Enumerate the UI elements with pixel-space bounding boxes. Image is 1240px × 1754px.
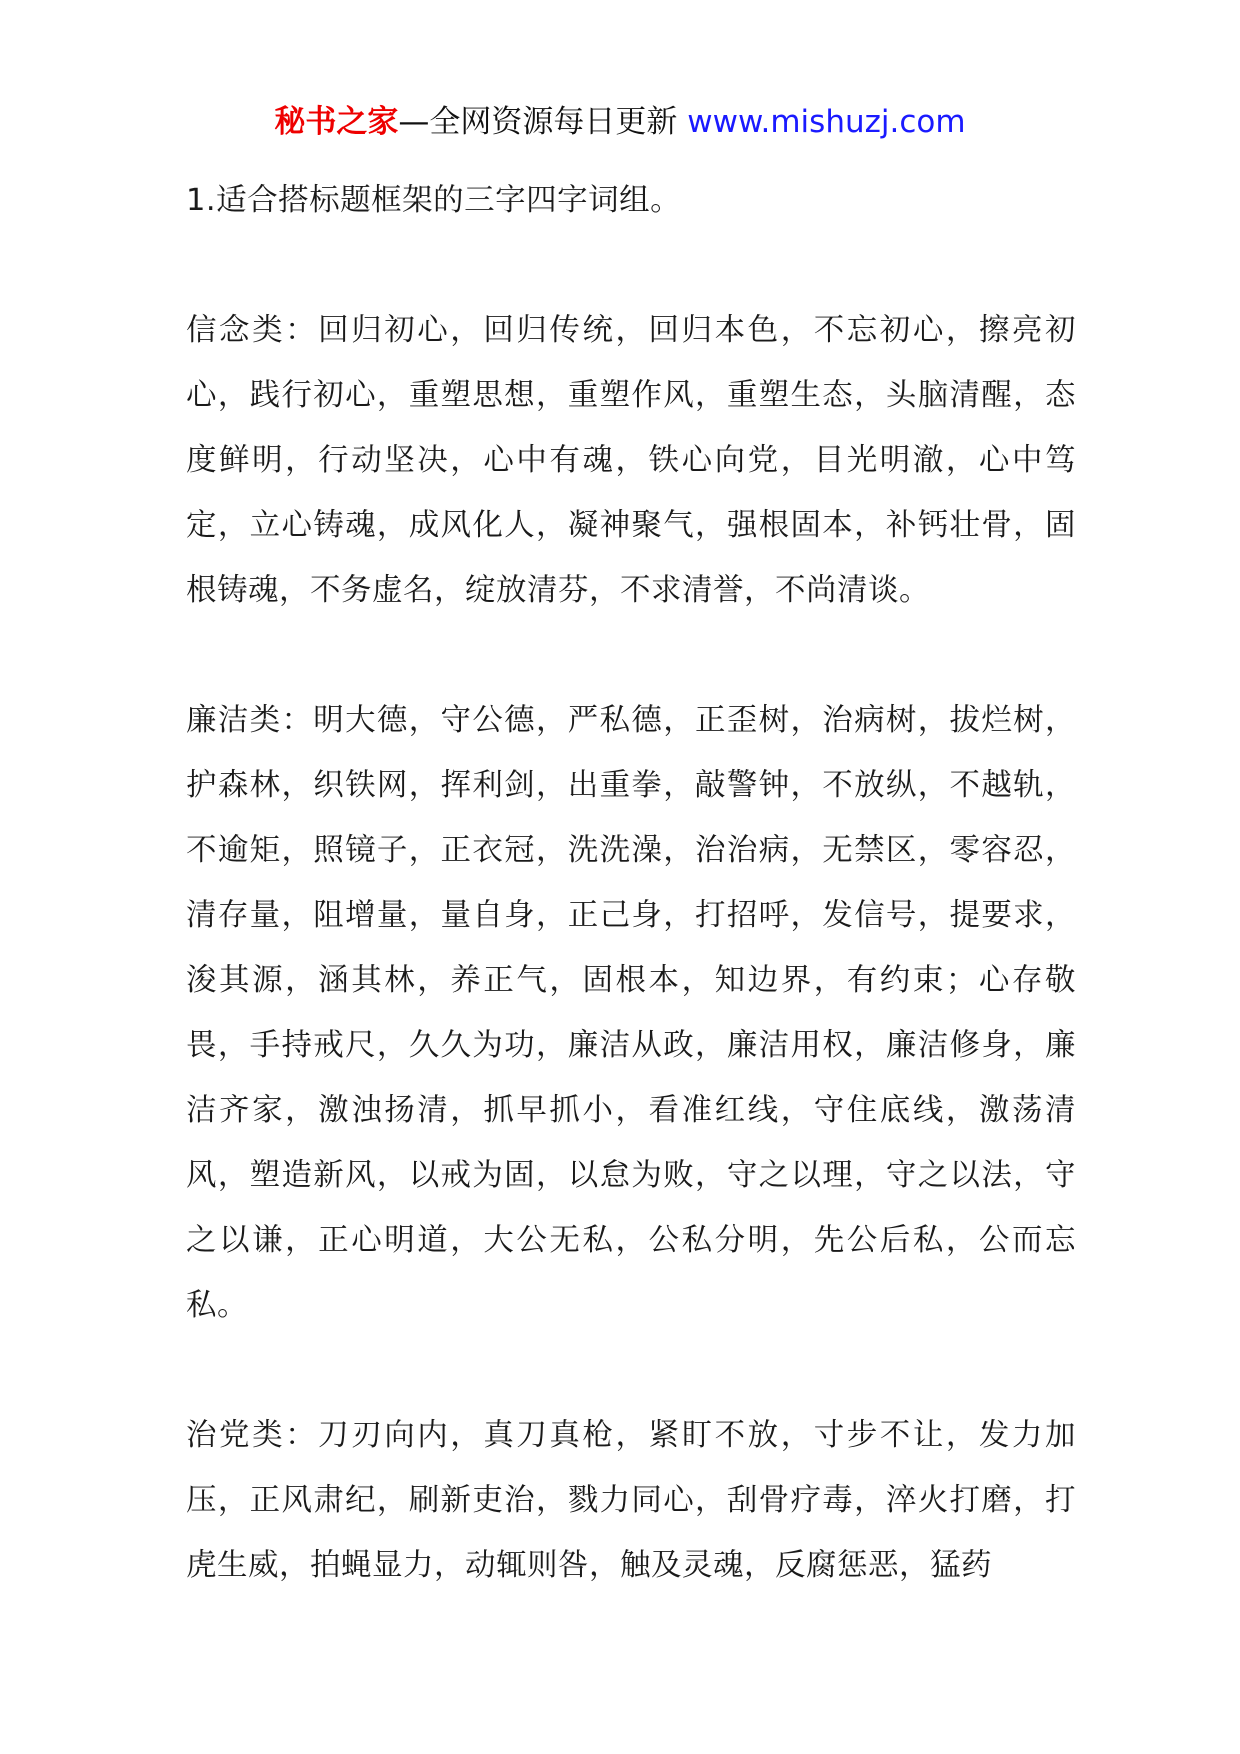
paragraph-party-governance: 治党类：刀刃向内，真刀真枪，紧盯不放，寸步不让，发力加压，正风肃纪，刷新吏治，戮力同心，刮骨疗毒，淬火打磨，打虎生威，拍蝇显力，动辄则咎，触及灵魂，反腐惩恶，猛药 [186,1418,1076,1583]
brand-name: 秘书之家 [274,104,399,140]
spacer [186,623,1076,688]
website-link[interactable]: www.mishuzj.com [687,104,966,140]
header-tagline: —全网资源每日更新 [398,104,688,140]
page-header [0,100,1240,144]
document-body [186,168,1076,1598]
spacer [186,233,1076,298]
paragraph-belief: 信念类：回归初心，回归传统，回归本色，不忘初心，擦亮初心，践行初心，重塑思想，重塑作风，重塑生态，头脑清醒，态度鲜明，行动坚决，心中有魂，铁心向党，目光明澈，心中笃定，立心铸魂，成风化人，凝神聚气，强根固本，补钙壮骨，固根铸魂，不务虚名，绽放清芬，不求清誉，不尚清谈。 [186,313,1076,608]
document-heading: 1.适合搭标题框架的三字四字词组。 [186,183,682,218]
paragraph-integrity: 廉洁类：明大德，守公德，严私德，正歪树，治病树，拔烂树，护森林，织铁网，挥利剑，出重拳，敲警钟，不放纵，不越轨，不逾矩，照镜子，正衣冠，洗洗澡，治治病，无禁区，零容忍，清存量，阻增量，量自身，正己身，打招呼，发信号，提要求，浚其源，涵其林，养正气，固根本，知边界，有约束；心存敬畏，手持戒尺，久久为功，廉洁从政，廉洁用权，廉洁修身，廉洁齐家，激浊扬清，抓早抓小，看准红线，守住底线，激荡清风，塑造新风，以戒为固，以怠为败，守之以理，守之以法，守之以谦，正心明道，大公无私，公私分明，先公后私，公而忘私。 [186,703,1076,1323]
spacer [186,1338,1076,1403]
